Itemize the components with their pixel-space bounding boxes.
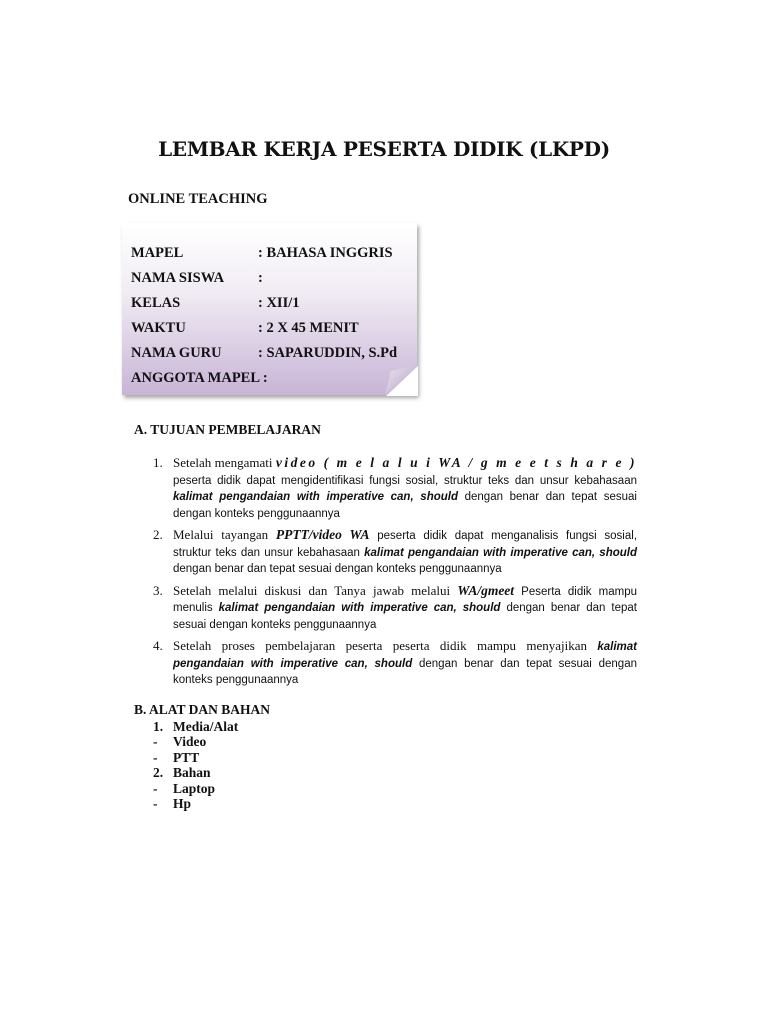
info-row-nama-siswa [131, 270, 263, 287]
info-row-kelas [131, 295, 300, 312]
info-label: ANGGOTA MAPEL : [131, 370, 268, 386]
list-marker: 1. [153, 719, 164, 734]
goal-number: 2. [153, 527, 163, 542]
section-b-heading: B. ALAT DAN BAHAN [134, 702, 271, 717]
list-item [153, 719, 238, 734]
goal-item [153, 527, 637, 578]
info-label: KELAS [131, 295, 181, 311]
goal-text: Setelah melalui diskusi dan Tanya jawab melalui WA/gmeet Peserta didik mampu menulis kalimat pengandaian with imperative can, should dengan benar dan tepat sesuai dengan konteks penggunaannya [173, 582, 637, 631]
list-text: Hp [173, 796, 192, 812]
info-value: : 2 X 45 MENIT [258, 320, 359, 336]
info-row-mapel [131, 245, 393, 262]
list-text: PTT [173, 749, 200, 765]
list-text: Video [173, 734, 207, 750]
goal-item [153, 583, 637, 634]
goal-text: Setelah proses pembelajaran peserta peserta didik mampu menyajikan kalimat pengandaian with imperative can, should dengan benar dan tepat sesuai dengan konteks penggunaannya [173, 638, 637, 686]
list-text: Bahan [173, 765, 211, 781]
info-label: WAKTU [131, 320, 186, 336]
info-label: MAPEL [131, 245, 184, 261]
list-item [153, 796, 238, 811]
list-marker: 2. [153, 765, 164, 781]
info-row-waktu [131, 320, 359, 337]
list-marker: - [153, 734, 158, 750]
goal-number: 1. [153, 455, 163, 470]
goal-number: 3. [153, 582, 163, 598]
info-value: : [258, 270, 263, 286]
document-subtitle: ONLINE TEACHING [128, 191, 268, 207]
list-item [153, 734, 238, 749]
info-value: : XII/1 [258, 295, 300, 311]
list-item [153, 750, 238, 765]
list-marker: - [153, 749, 158, 765]
list-item [153, 765, 238, 780]
info-label: NAMA SISWA [131, 270, 225, 286]
section-a-heading: A. TUJUAN PEMBELAJARAN [134, 422, 321, 437]
list-item [153, 781, 238, 796]
list-marker: - [153, 780, 158, 796]
info-value: : BAHASA INGGRIS [258, 245, 393, 261]
document-title: LEMBAR KERJA PESERTA DIDIK (LKPD) [158, 137, 610, 161]
goal-item [153, 638, 637, 689]
info-row-anggota-mapel [131, 370, 268, 387]
goal-text: Melalui tayangan PPTT/video WA peserta didik dapat menganalisis fungsi sosial, struktur teks dan unsur kebahasaan kalimat pengandaian with imperative can, should dengan benar dan tepat sesuai dengan konteks penggunaannya [173, 527, 638, 575]
list-text: Media/Alat [173, 719, 239, 734]
list-text: Laptop [173, 780, 216, 796]
list-marker: - [153, 796, 158, 812]
info-value: : SAPARUDDIN, S.Pd [258, 345, 398, 361]
info-label: NAMA GURU [131, 345, 222, 361]
goal-number: 4. [153, 638, 163, 653]
info-card [122, 223, 417, 395]
goal-text: Setelah mengamati video ( m e l a l u i WA / g m e e t s h a r e ) peserta didik dapat mengidentifikasi fungsi sosial, struktur teks dan unsur kebahasaan kalimat pengandaian with imperative can, should dengan benar dan tepat sesuai dengan konteks penggunaannya [173, 455, 637, 520]
tools-list [153, 719, 238, 811]
info-row-nama-guru [131, 345, 397, 362]
goals-list [153, 455, 637, 694]
goal-item [153, 455, 637, 522]
